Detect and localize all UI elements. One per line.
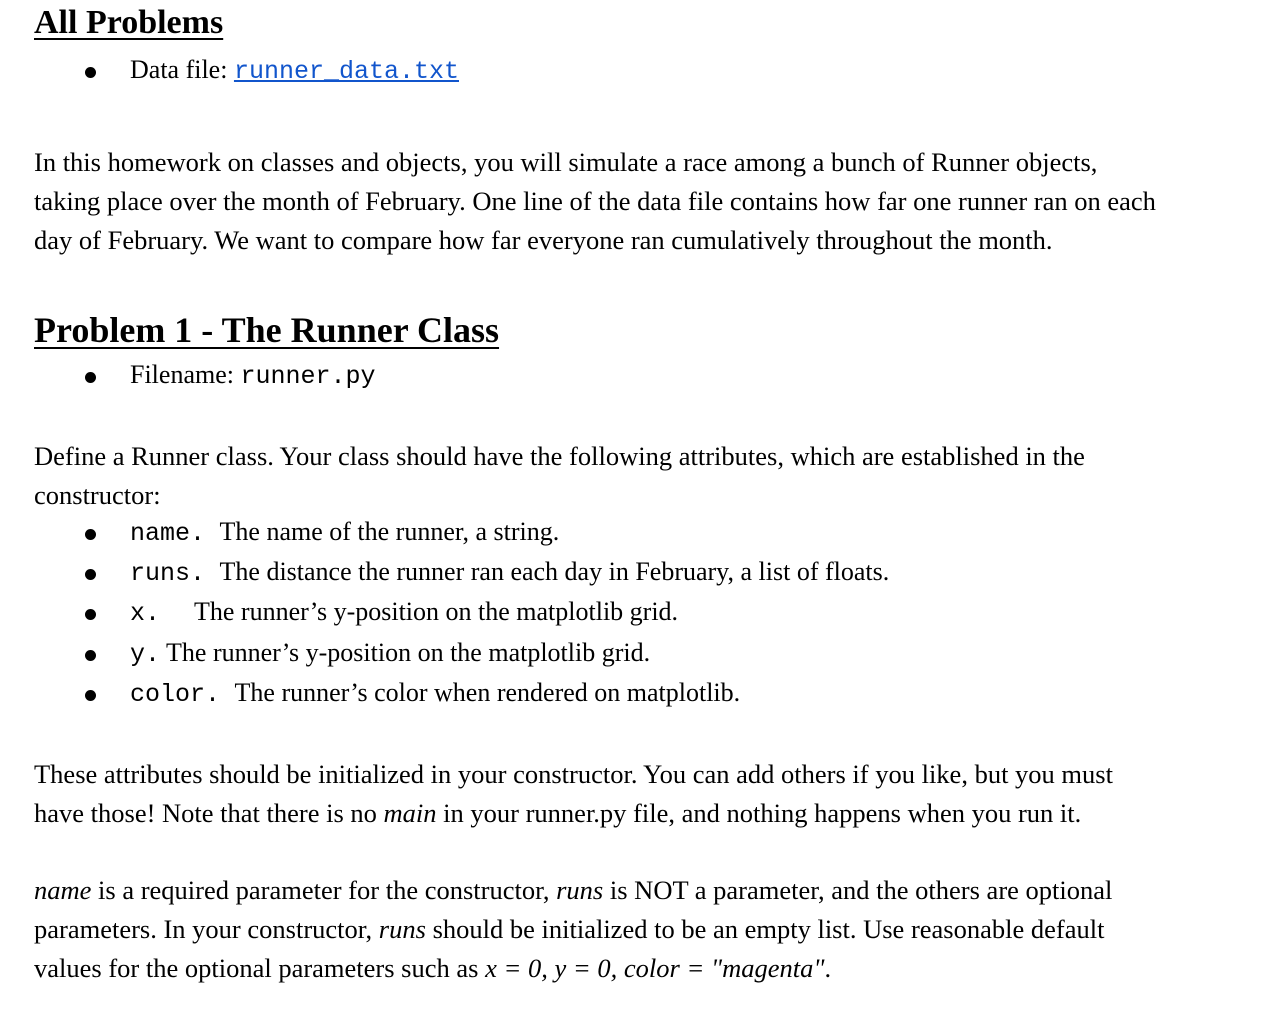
attribute-code: x. xyxy=(130,599,161,628)
params-italic: runs xyxy=(556,875,604,905)
bullet-icon xyxy=(85,569,96,580)
params-paragraph xyxy=(34,871,1112,988)
attribute-item xyxy=(130,557,889,588)
init-text: in your runner.py file, and nothing happens when you run it. xyxy=(436,798,1082,828)
attribute-item xyxy=(130,638,650,669)
all-problems-heading: All Problems xyxy=(34,4,224,41)
attribute-code: y. xyxy=(130,640,161,669)
problem1-heading: Problem 1 - The Runner Class xyxy=(34,310,500,350)
params-text: should be initialized to be an empty list. Use reasonable default xyxy=(425,914,1105,944)
intro-line: day of February. We want to compare how far everyone ran cumulatively throughout the month. xyxy=(34,225,1053,255)
bullet-icon xyxy=(85,529,96,540)
init-italic: main xyxy=(383,798,437,828)
params-text: parameters. In your constructor, xyxy=(34,914,379,944)
filename-item xyxy=(130,360,376,391)
params-line xyxy=(34,910,1112,949)
bullet-icon xyxy=(85,609,96,620)
init-paragraph xyxy=(34,755,1113,833)
define-line: constructor: xyxy=(34,480,161,510)
attribute-desc: The distance the runner ran each day in February, a list of floats. xyxy=(219,557,890,586)
init-text: have those! Note that there is no xyxy=(34,798,384,828)
bullet-icon xyxy=(85,650,96,661)
params-line xyxy=(34,871,1112,910)
params-italic: x = 0, y = 0, color = "magenta" xyxy=(485,953,825,983)
define-line: Define a Runner class. Your class should have the following attributes, which are established in the xyxy=(34,441,1085,471)
attribute-item xyxy=(130,517,559,548)
params-text: values for the optional parameters such as xyxy=(34,953,486,983)
data-file-link[interactable]: runner_data.txt xyxy=(233,57,459,86)
attribute-item xyxy=(130,678,740,709)
bullet-icon xyxy=(85,372,96,383)
data-file-item xyxy=(130,55,459,86)
params-text: is NOT a parameter, and the others are optional xyxy=(603,875,1113,905)
init-line xyxy=(34,794,1113,833)
filename-value: runner.py xyxy=(240,362,376,391)
attribute-desc: The runner’s y-position on the matplotlib grid. xyxy=(194,597,679,626)
intro-line: In this homework on classes and objects, you will simulate a race among a bunch of Runner objects, xyxy=(34,147,1098,177)
attribute-desc: The runner’s color when rendered on matplotlib. xyxy=(234,678,741,707)
attribute-code: runs. xyxy=(130,559,206,588)
intro-paragraph xyxy=(34,143,1156,260)
filename-label: Filename: xyxy=(130,360,241,389)
params-text: . xyxy=(824,953,832,983)
data-file-label: Data file: xyxy=(130,55,234,84)
attribute-code: color. xyxy=(130,680,221,709)
params-text: is a required parameter for the constructor, xyxy=(91,875,557,905)
params-italic: runs xyxy=(378,914,426,944)
attribute-desc: The runner’s y-position on the matplotlib grid. xyxy=(166,638,651,667)
bullet-icon xyxy=(85,67,96,78)
intro-line: taking place over the month of February. One line of the data file contains how far one runner ran on each xyxy=(34,186,1156,216)
bullet-icon xyxy=(85,690,96,701)
params-italic: name xyxy=(34,875,92,905)
attribute-desc: The name of the runner, a string. xyxy=(219,517,560,546)
attribute-code: name. xyxy=(130,519,206,548)
init-line: These attributes should be initialized in your constructor. You can add others if you like, but you must xyxy=(34,759,1113,789)
params-line xyxy=(34,949,1112,988)
define-paragraph xyxy=(34,437,1085,515)
attribute-item xyxy=(130,597,678,628)
